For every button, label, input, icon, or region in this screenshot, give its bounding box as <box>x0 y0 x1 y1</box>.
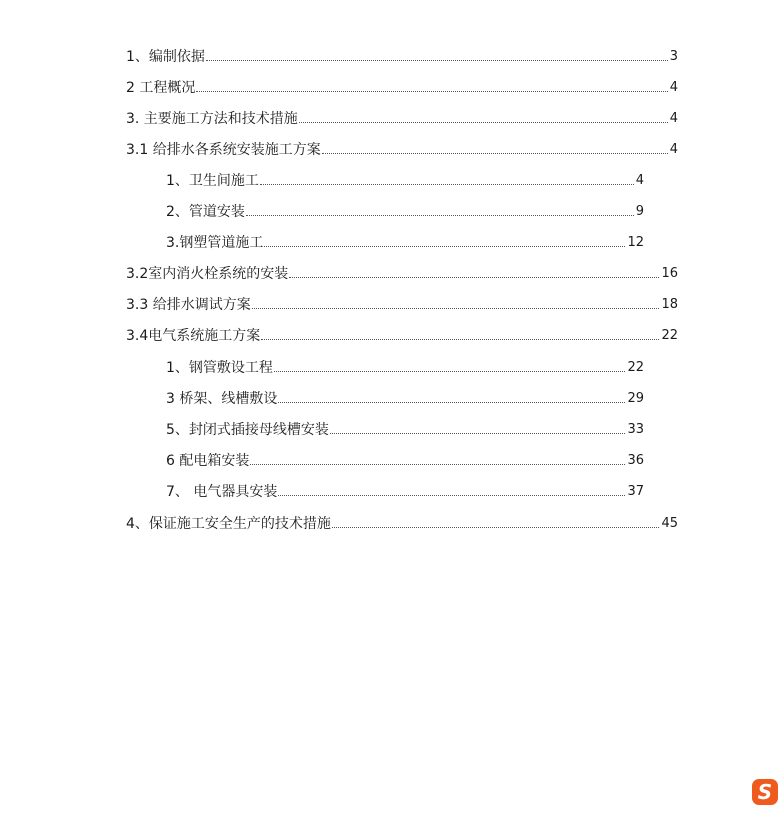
toc-leader <box>332 527 660 528</box>
toc-entry-1[interactable] <box>126 44 678 66</box>
toc-label: 3. 主要施工方法和技术措施 <box>126 111 298 127</box>
toc-entry-4[interactable] <box>126 511 678 533</box>
toc-label: 4、保证施工安全生产的技术措施 <box>126 516 331 532</box>
toc-label: 3.2室内消火栓系统的安装 <box>126 266 289 282</box>
toc-page-number: 22 <box>627 360 644 375</box>
toc-leader <box>252 308 660 309</box>
toc-page-number: 3 <box>669 49 678 64</box>
toc-label: 3.1 给排水各系统安装施工方案 <box>126 142 321 158</box>
toc-entry-3-4-3[interactable] <box>166 386 644 408</box>
toc-page-number: 4 <box>635 173 644 188</box>
toc-label: 3.3 给排水调试方案 <box>126 297 251 313</box>
toc-leader <box>260 184 634 185</box>
toc-label: 6 配电箱安装 <box>166 453 250 469</box>
toc-entry-3-4-6[interactable] <box>166 448 644 470</box>
toc-page-number: 37 <box>627 484 644 499</box>
toc-leader <box>278 402 625 403</box>
toc-entry-3-2[interactable] <box>126 261 678 283</box>
toc-label: 3.4电气系统施工方案 <box>126 328 261 344</box>
sogou-s-icon[interactable]: S <box>752 779 778 805</box>
toc-page-number: 45 <box>661 516 678 531</box>
toc-label: 3.钢塑管道施工 <box>166 235 264 251</box>
toc-entry-3-4-1[interactable] <box>166 355 644 377</box>
toc-leader <box>278 495 625 496</box>
toc-entry-3-1-2[interactable] <box>166 199 644 221</box>
toc-leader <box>274 371 626 372</box>
toc-leader <box>322 153 668 154</box>
toc-label: 5、封闭式插接母线槽安装 <box>166 422 329 438</box>
toc-page-number: 36 <box>627 453 644 468</box>
toc-leader <box>289 277 659 278</box>
toc-entry-2[interactable] <box>126 75 678 97</box>
toc-page-number: 9 <box>635 204 644 219</box>
toc-leader <box>299 122 668 123</box>
toc-entry-3-4[interactable] <box>126 323 678 345</box>
toc-leader <box>264 246 625 247</box>
toc-entry-3-4-7[interactable] <box>166 479 644 501</box>
toc-page-number: 4 <box>669 111 678 126</box>
toc-leader <box>330 433 626 434</box>
toc-leader <box>196 91 667 92</box>
toc-page-number: 4 <box>669 80 678 95</box>
toc-label: 2 工程概况 <box>126 80 196 96</box>
toc-entry-3-4-5[interactable] <box>166 417 644 439</box>
toc-leader <box>250 464 625 465</box>
toc-page-number: 16 <box>661 266 678 281</box>
toc-entry-3-1[interactable] <box>126 137 678 159</box>
toc-leader <box>246 215 634 216</box>
toc-page-number: 4 <box>669 142 678 157</box>
toc-page-number: 18 <box>661 297 678 312</box>
toc-leader <box>261 339 659 340</box>
toc-page-number: 22 <box>661 328 678 343</box>
toc-label: 1、钢管敷设工程 <box>166 360 273 376</box>
toc-label: 1、卫生间施工 <box>166 173 259 189</box>
toc-entry-3-1-1[interactable] <box>166 168 644 190</box>
toc-label: 1、编制依据 <box>126 49 205 65</box>
toc-entry-3-3[interactable] <box>126 292 678 314</box>
toc-entry-3-1-3[interactable] <box>166 230 644 252</box>
toc-label: 3 桥架、线槽敷设 <box>166 391 278 407</box>
toc-entry-3[interactable] <box>126 106 678 128</box>
toc-page-number: 33 <box>627 422 644 437</box>
toc-leader <box>206 60 668 61</box>
toc-page-number: 29 <box>627 391 644 406</box>
toc-label: 2、管道安装 <box>166 204 245 220</box>
toc-label: 7、 电气器具安装 <box>166 484 278 500</box>
toc-page-number: 12 <box>627 235 644 250</box>
